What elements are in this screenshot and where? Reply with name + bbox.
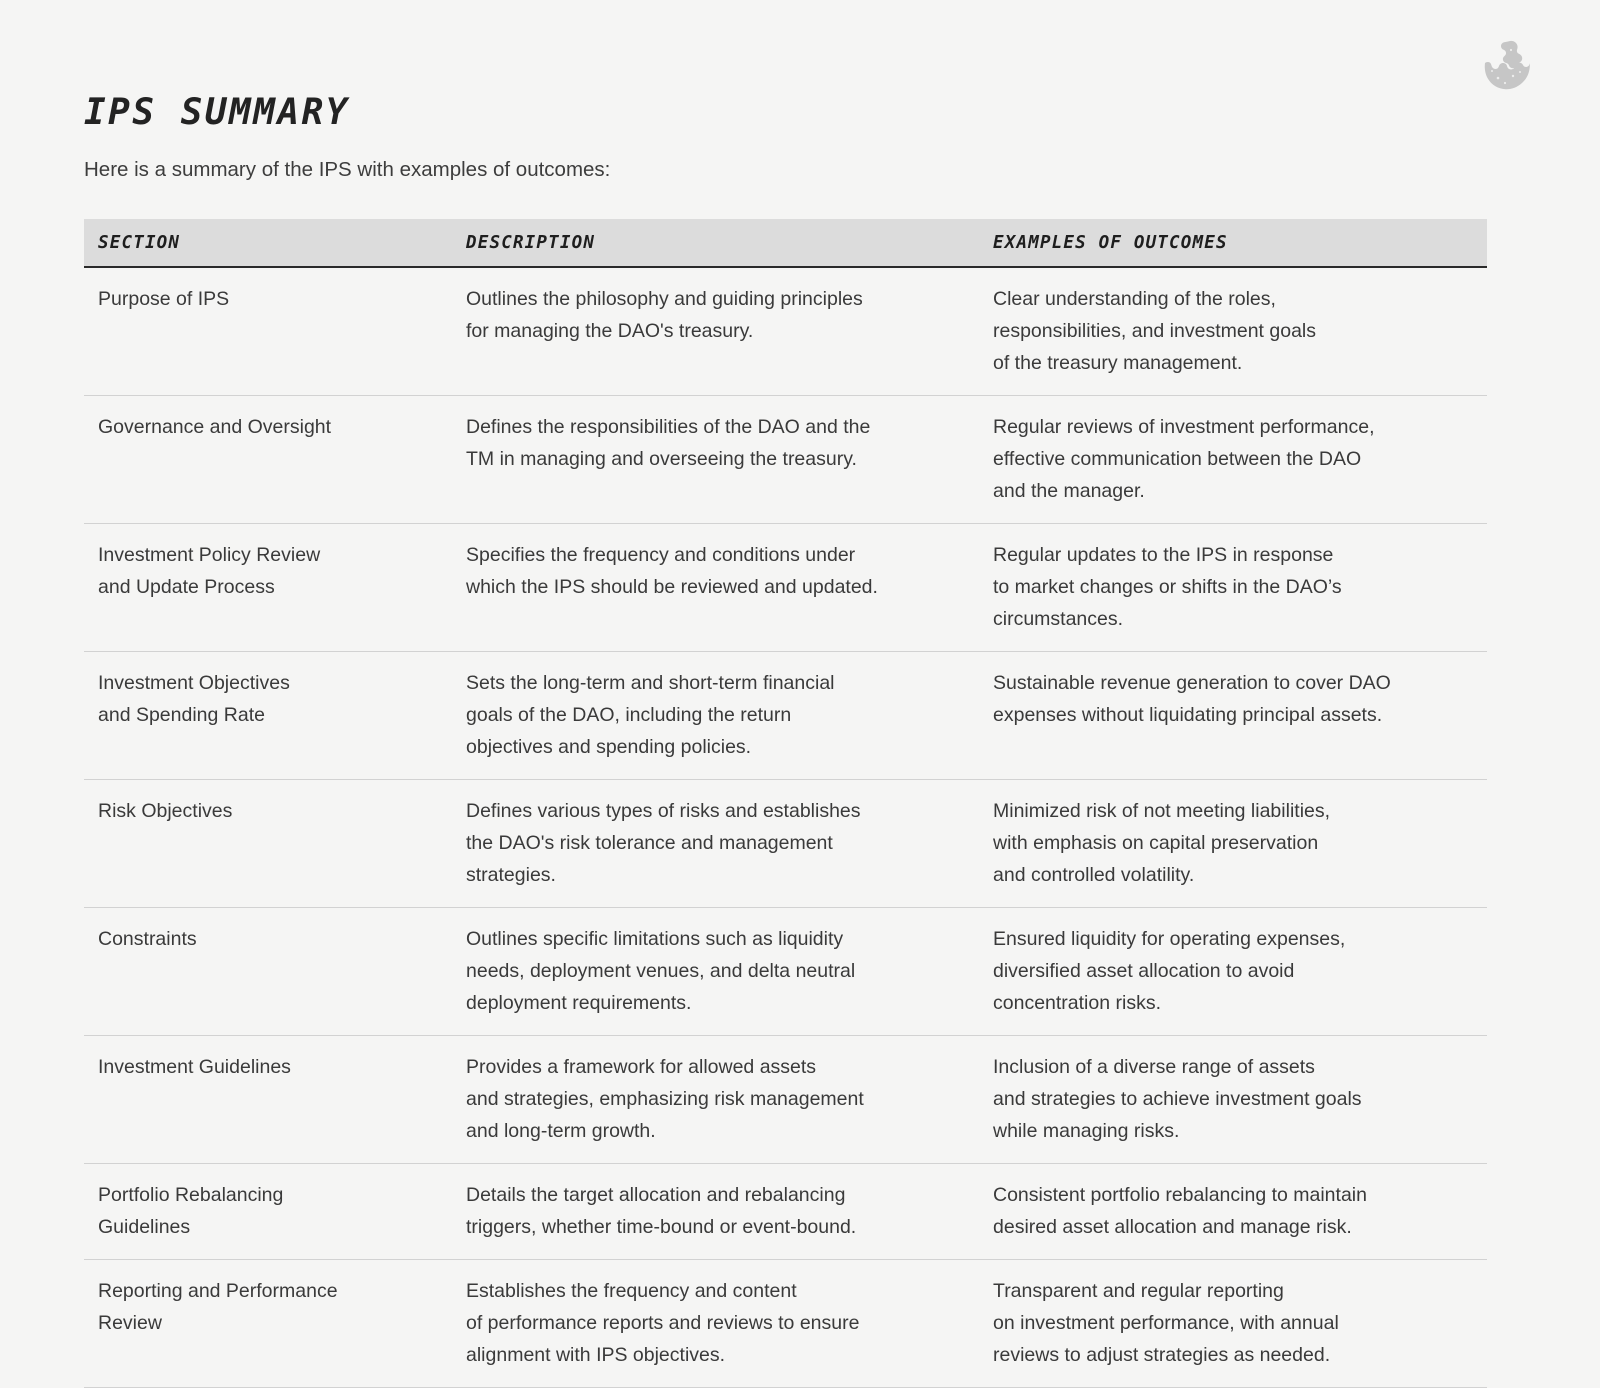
cell-section [84, 1260, 450, 1388]
cell-text-line: alignment with IPS objectives. [466, 1344, 726, 1366]
cell-text-line: Purpose of IPS [98, 288, 230, 310]
table-row [84, 396, 1487, 524]
cell-description [450, 524, 977, 652]
column-header-section: SECTION [84, 219, 450, 267]
cell-text-line: Governance and Oversight [98, 416, 332, 438]
table-row [84, 524, 1487, 652]
cell-text-line: goals of the DAO, including the return [466, 704, 792, 726]
cell-text-line: and strategies to achieve investment goals [993, 1088, 1362, 1110]
cell-text-line: Guidelines [98, 1216, 191, 1238]
ips-summary-table-container [84, 219, 1487, 1388]
column-header-examples-of-outcomes: EXAMPLES OF OUTCOMES [977, 219, 1487, 267]
cell-text-line: Minimized risk of not meeting liabilities, [993, 800, 1331, 822]
cell-text-line: effective communication between the DAO [993, 448, 1362, 470]
table-header [84, 219, 1487, 267]
cell-text-line: Regular reviews of investment performance, [993, 416, 1375, 438]
cell-text-line: Constraints [98, 928, 197, 950]
cell-description [450, 652, 977, 780]
table-header-row [84, 219, 1487, 267]
cell-text-line: Establishes the frequency and content [466, 1280, 797, 1302]
cell-text-line: and long-term growth. [466, 1120, 656, 1142]
cell-text-line: Provides a framework for allowed assets [466, 1056, 817, 1078]
cell-text-line: Investment Objectives [98, 672, 290, 694]
cell-text-line: while managing risks. [993, 1120, 1180, 1142]
cell-text-line: objectives and spending policies. [466, 736, 752, 758]
cell-text-line: and Update Process [98, 576, 275, 598]
table-row [84, 780, 1487, 908]
table-row [84, 1164, 1487, 1260]
cell-text-line: reviews to adjust strategies as needed. [993, 1344, 1331, 1366]
cell-text-line: deployment requirements. [466, 992, 692, 1014]
table-row [84, 267, 1487, 396]
cell-section [84, 652, 450, 780]
cell-text-line: TM in managing and overseeing the treasury. [466, 448, 857, 470]
cell-outcomes [977, 267, 1487, 396]
cell-section [84, 1036, 450, 1164]
ips-summary-table [84, 219, 1487, 1388]
cell-text-line: and Spending Rate [98, 704, 265, 726]
cell-text-line: and controlled volatility. [993, 864, 1195, 886]
cell-description [450, 1036, 977, 1164]
table-row [84, 908, 1487, 1036]
cell-section [84, 908, 450, 1036]
cell-text-line: responsibilities, and investment goals [993, 320, 1317, 342]
cell-text-line: and strategies, emphasizing risk management [466, 1088, 864, 1110]
cell-text-line: Reporting and Performance [98, 1280, 338, 1302]
cell-section [84, 267, 450, 396]
table-row [84, 1036, 1487, 1164]
cell-text-line: diversified asset allocation to avoid [993, 960, 1295, 982]
cell-text-line: which the IPS should be reviewed and updated. [466, 576, 878, 598]
table-row [84, 652, 1487, 780]
cell-outcomes [977, 1260, 1487, 1388]
cell-text-line: Defines the responsibilities of the DAO and the [466, 416, 871, 438]
cell-text-line: desired asset allocation and manage risk. [993, 1216, 1352, 1238]
cell-outcomes [977, 652, 1487, 780]
cell-text-line: Sets the long-term and short-term financial [466, 672, 835, 694]
cell-text-line: Outlines specific limitations such as liquidity [466, 928, 844, 950]
cell-text-line: of performance reports and reviews to ensure [466, 1312, 860, 1334]
abstract-bowl-logo-icon [1478, 38, 1536, 96]
cell-text-line: Sustainable revenue generation to cover DAO [993, 672, 1391, 694]
cell-text-line: Investment Guidelines [98, 1056, 291, 1078]
cell-text-line: Consistent portfolio rebalancing to maintain [993, 1184, 1367, 1206]
cell-description [450, 1164, 977, 1260]
cell-text-line: Transparent and regular reporting [993, 1280, 1284, 1302]
cell-text-line: Clear understanding of the roles, [993, 288, 1276, 310]
cell-outcomes [977, 524, 1487, 652]
cell-text-line: expenses without liquidating principal assets. [993, 704, 1383, 726]
cell-section [84, 1164, 450, 1260]
cell-text-line: circumstances. [993, 608, 1124, 630]
cell-text-line: Details the target allocation and rebalancing [466, 1184, 846, 1206]
cell-text-line: on investment performance, with annual [993, 1312, 1339, 1334]
cell-text-line: of the treasury management. [993, 352, 1243, 374]
cell-outcomes [977, 1164, 1487, 1260]
cell-section [84, 396, 450, 524]
cell-text-line: Investment Policy Review [98, 544, 321, 566]
cell-outcomes [977, 780, 1487, 908]
cell-description [450, 780, 977, 908]
page-subtitle: Here is a summary of the IPS with examples of outcomes: [84, 158, 611, 181]
cell-section [84, 780, 450, 908]
cell-outcomes [977, 396, 1487, 524]
cell-text-line: strategies. [466, 864, 556, 886]
cell-text-line: Portfolio Rebalancing [98, 1184, 284, 1206]
cell-text-line: Inclusion of a diverse range of assets [993, 1056, 1315, 1078]
cell-outcomes [977, 908, 1487, 1036]
cell-text-line: concentration risks. [993, 992, 1161, 1014]
cell-description [450, 908, 977, 1036]
table-row [84, 1260, 1487, 1388]
cell-text-line: triggers, whether time-bound or event-bound. [466, 1216, 857, 1238]
cell-text-line: Outlines the philosophy and guiding principles [466, 288, 863, 310]
cell-text-line: to market changes or shifts in the DAO’s [993, 576, 1342, 598]
cell-text-line: needs, deployment venues, and delta neutral [466, 960, 856, 982]
cell-text-line: Risk Objectives [98, 800, 233, 822]
column-header-description: DESCRIPTION [450, 219, 977, 267]
cell-text-line: for managing the DAO's treasury. [466, 320, 754, 342]
cell-text-line: and the manager. [993, 480, 1145, 502]
table-body [84, 267, 1487, 1388]
cell-section [84, 524, 450, 652]
cell-text-line: Defines various types of risks and establishes [466, 800, 861, 822]
page-title: IPS SUMMARY [84, 92, 350, 133]
cell-text-line: Specifies the frequency and conditions under [466, 544, 856, 566]
cell-description [450, 267, 977, 396]
cell-text-line: the DAO's risk tolerance and management [466, 832, 833, 854]
cell-description [450, 1260, 977, 1388]
cell-text-line: Review [98, 1312, 162, 1334]
cell-outcomes [977, 1036, 1487, 1164]
cell-text-line: Regular updates to the IPS in response [993, 544, 1334, 566]
cell-description [450, 396, 977, 524]
cell-text-line: Ensured liquidity for operating expenses, [993, 928, 1346, 950]
cell-text-line: with emphasis on capital preservation [993, 832, 1319, 854]
